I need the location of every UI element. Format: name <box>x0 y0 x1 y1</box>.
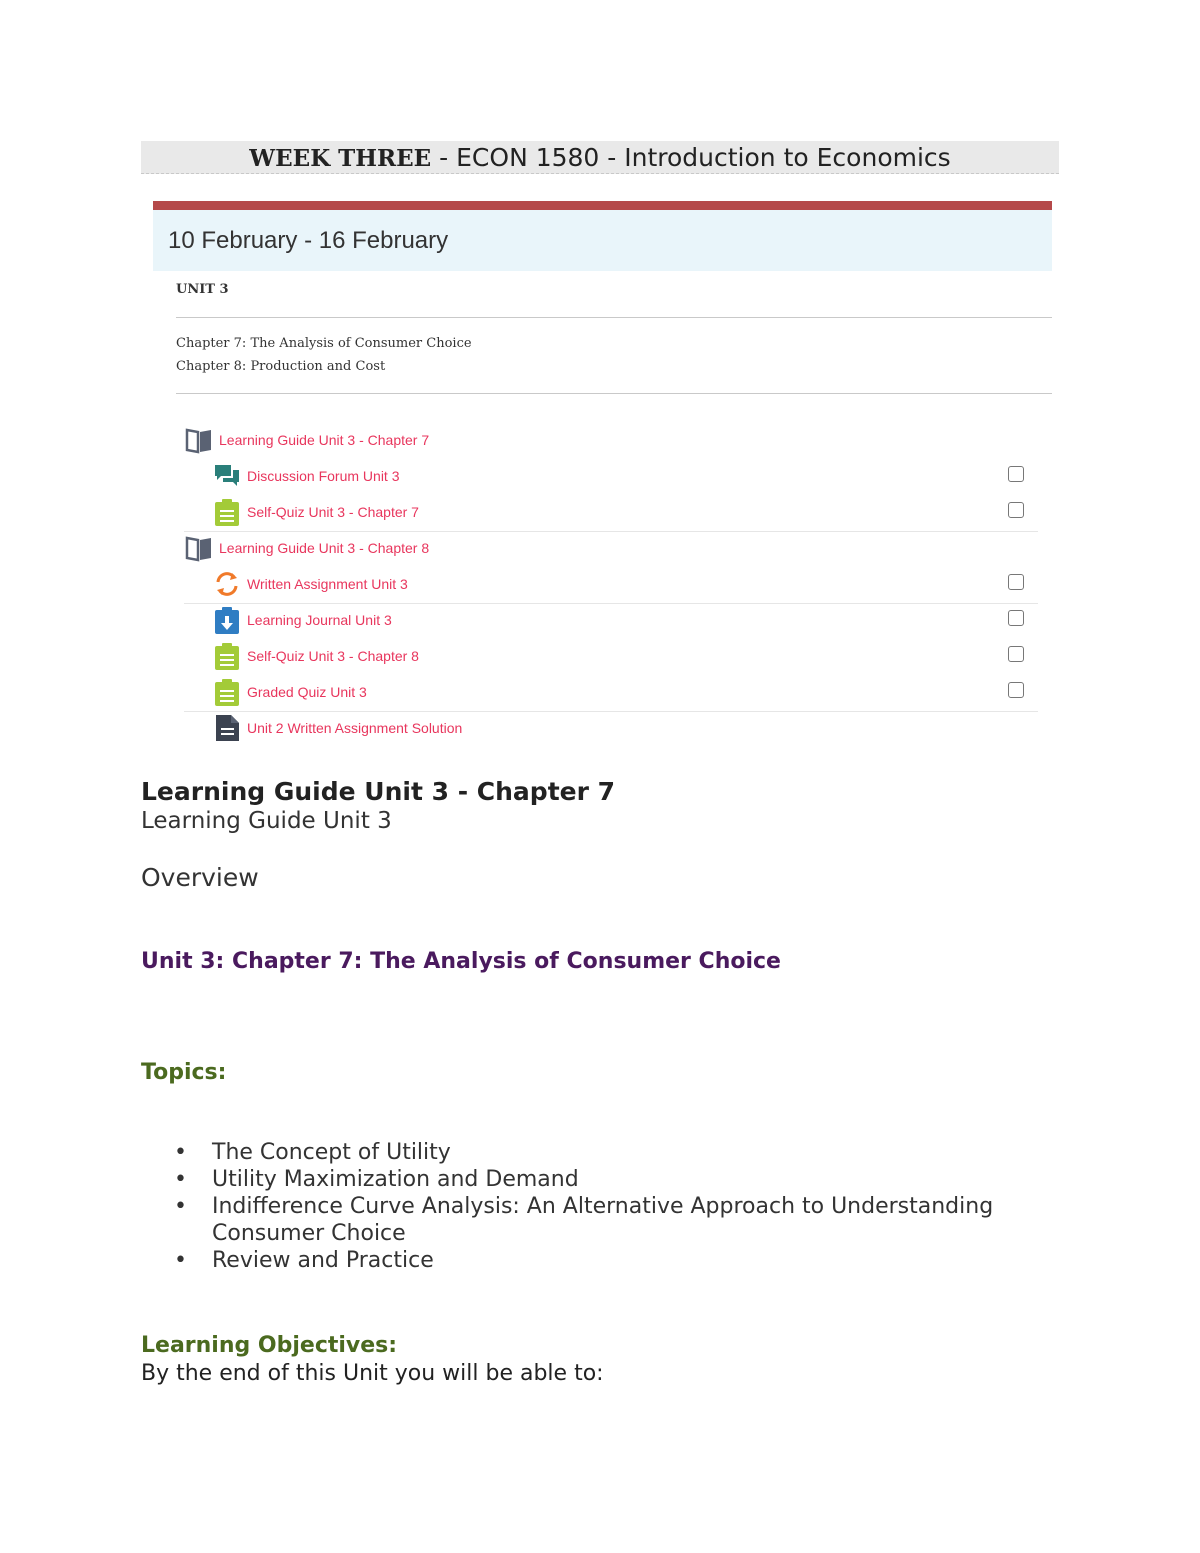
separator <box>184 531 1038 532</box>
date-range: 10 February - 16 February <box>153 210 1052 271</box>
objectives-intro: By the end of this Unit you will be able to: <box>141 1361 604 1386</box>
activity-label[interactable]: Learning Guide Unit 3 - Chapter 8 <box>219 540 430 556</box>
activity-learning-guide-ch7[interactable] <box>185 425 429 455</box>
activity-written-assignment[interactable] <box>213 569 408 599</box>
week-card <box>153 201 1052 271</box>
completion-checkbox[interactable] <box>1008 646 1024 662</box>
activity-discussion-forum[interactable] <box>213 461 400 491</box>
list-item: • Utility Maximization and Demand <box>170 1166 1070 1193</box>
activity-self-quiz-ch8[interactable] <box>213 641 419 671</box>
activity-label[interactable]: Graded Quiz Unit 3 <box>247 684 367 700</box>
week-label: WEEK THREE <box>249 145 432 172</box>
list-item: • The Concept of Utility <box>170 1139 1070 1166</box>
topics-list <box>170 1139 1070 1274</box>
activity-learning-journal[interactable] <box>213 605 392 635</box>
activity-label[interactable]: Learning Journal Unit 3 <box>247 612 392 628</box>
book-icon <box>185 426 213 454</box>
file-icon <box>213 714 241 742</box>
activity-label[interactable]: Learning Guide Unit 3 - Chapter 7 <box>219 432 430 448</box>
topics-heading: Topics: <box>141 1060 227 1085</box>
chapter-line: Chapter 8: Production and Cost <box>176 359 386 374</box>
separator <box>184 711 1038 712</box>
card-accent-bar <box>153 201 1052 210</box>
journal-icon <box>213 606 241 634</box>
course-title: - ECON 1580 - Introduction to Economics <box>431 143 951 172</box>
quiz-icon <box>213 678 241 706</box>
quiz-icon <box>213 642 241 670</box>
activity-graded-quiz[interactable] <box>213 677 367 707</box>
divider <box>176 393 1052 394</box>
book-icon <box>185 534 213 562</box>
section-subheading: Learning Guide Unit 3 <box>141 808 392 834</box>
activity-label[interactable]: Self-Quiz Unit 3 - Chapter 8 <box>247 648 419 664</box>
activity-label[interactable]: Self-Quiz Unit 3 - Chapter 7 <box>247 504 419 520</box>
list-item: • Review and Practice <box>170 1247 1070 1274</box>
forum-icon <box>213 462 241 490</box>
activity-label[interactable]: Discussion Forum Unit 3 <box>247 468 400 484</box>
quiz-icon <box>213 498 241 526</box>
section-heading: Learning Guide Unit 3 - Chapter 7 <box>141 777 616 806</box>
activity-label[interactable]: Written Assignment Unit 3 <box>247 576 408 592</box>
document-title <box>141 141 1059 174</box>
activity-learning-guide-ch8[interactable] <box>185 533 429 563</box>
objectives-heading: Learning Objectives: <box>141 1333 398 1358</box>
completion-checkbox[interactable] <box>1008 574 1024 590</box>
list-item: • Indifference Curve Analysis: An Alternative Approach to Understanding Consumer Choice <box>170 1193 1070 1247</box>
activity-unit2-solution[interactable] <box>213 713 462 743</box>
activity-label[interactable]: Unit 2 Written Assignment Solution <box>247 720 463 736</box>
completion-checkbox[interactable] <box>1008 466 1024 482</box>
separator <box>184 603 1038 604</box>
completion-checkbox[interactable] <box>1008 610 1024 626</box>
overview-heading: Overview <box>141 863 259 892</box>
activity-self-quiz-ch7[interactable] <box>213 497 419 527</box>
unit-heading: Unit 3: Chapter 7: The Analysis of Consumer Choice <box>141 949 781 974</box>
assignment-icon <box>213 570 241 598</box>
unit-label: UNIT 3 <box>176 282 229 297</box>
divider <box>176 317 1052 318</box>
chapter-line: Chapter 7: The Analysis of Consumer Choice <box>176 336 472 351</box>
completion-checkbox[interactable] <box>1008 682 1024 698</box>
completion-checkbox[interactable] <box>1008 502 1024 518</box>
